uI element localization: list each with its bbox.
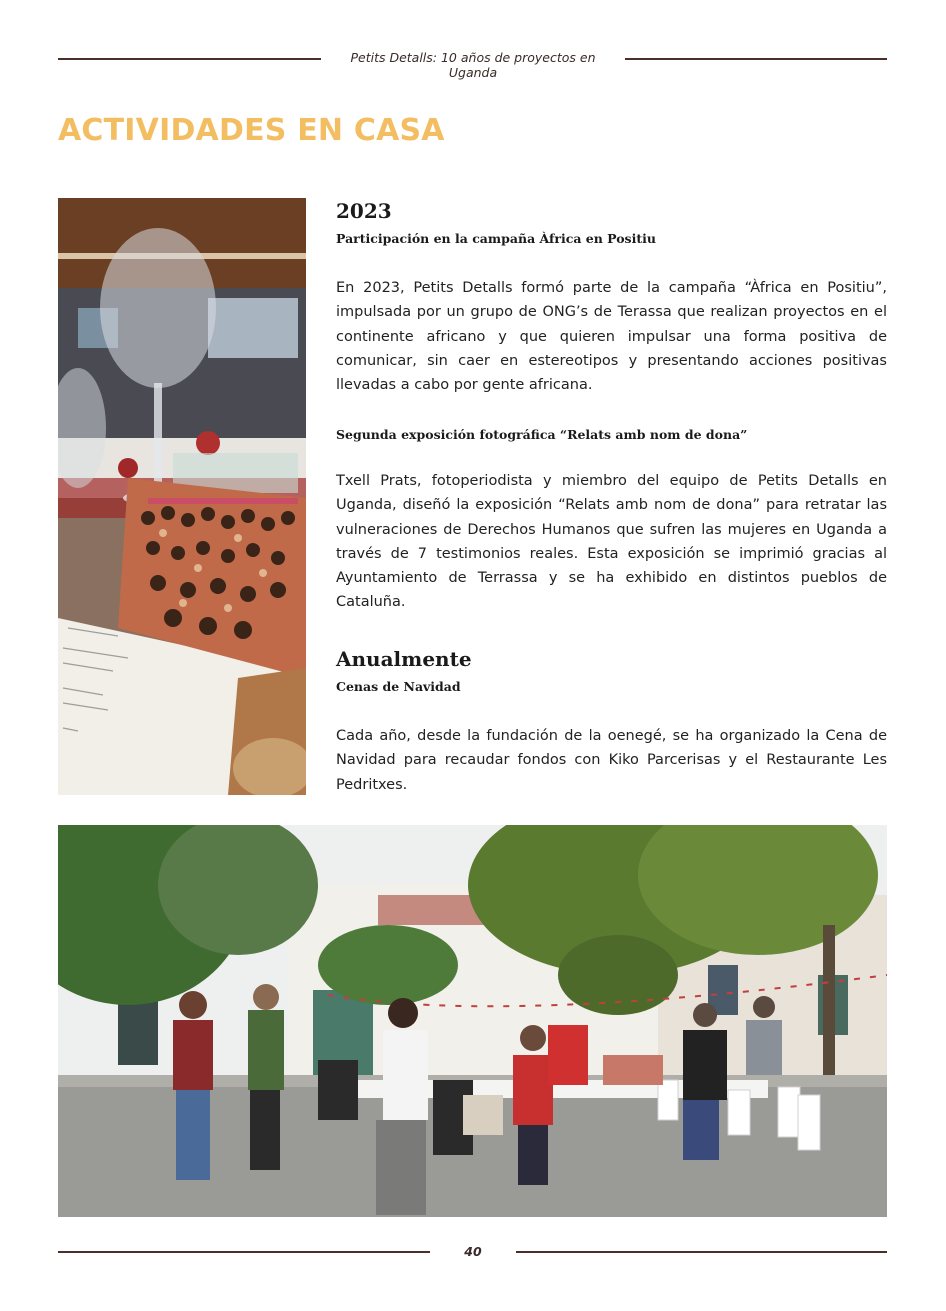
photo-table-setting — [58, 198, 306, 795]
footer-rule-left — [58, 1251, 430, 1253]
page-number: 40 — [464, 1244, 482, 1259]
paragraph-cenas-de-navidad: Cada año, desde la fundación de la oenegé, se ha organizado la Cena de Navidad para recaudar fondos con Kiko Parcerisas y el Restaurante Les Pedritxes. — [336, 728, 887, 793]
header-rule-right — [625, 58, 887, 60]
photo-outdoor-dinner — [58, 825, 887, 1217]
year-heading: 2023 — [336, 199, 392, 223]
paragraph-relats-amb-nom-de-dona: Txell Prats, fotoperiodista y miembro del equipo de Petits Detalls en Uganda, diseñó la exposición “Relats amb nom de dona” para retratar las vulneraciones de Derechos Humanos que sufren las mujeres en Uganda a través de 7 testimonios reales. Esta exposición se imprimió gracias al Ayuntamiento de Terrassa y se ha exhibido en distintos pueblos de Cataluña. — [336, 473, 887, 611]
text-annual-block — [336, 647, 887, 694]
subtitle-cenas-de-navidad: Cenas de Navidad — [336, 679, 461, 694]
annual-heading: Anualmente — [336, 647, 472, 671]
text-2023-block — [336, 199, 887, 246]
footer-rule-right — [516, 1251, 887, 1253]
subtitle-relats-amb-nom-de-dona: Segunda exposición fotográfica “Relats amb nom de dona” — [336, 427, 748, 442]
running-title: Petits Detalls: 10 años de proyectos en Uganda — [350, 50, 596, 80]
header-rule-left — [58, 58, 321, 60]
section-title: ACTIVIDADES EN CASA — [58, 113, 445, 148]
paragraph-africa-en-positiu: En 2023, Petits Detalls formó parte de la campaña “Àfrica en Positiu”, impulsada por un grupo de ONG’s de Terassa que realizan proyectos en el continente africano y que quieren impulsar una forma positiva de comunicar, sin caer en estereotipos y presentando acciones positivas llevadas a cabo por gente africana. — [336, 280, 887, 394]
subtitle-africa-en-positiu: Participación en la campaña Àfrica en Positiu — [336, 231, 656, 246]
